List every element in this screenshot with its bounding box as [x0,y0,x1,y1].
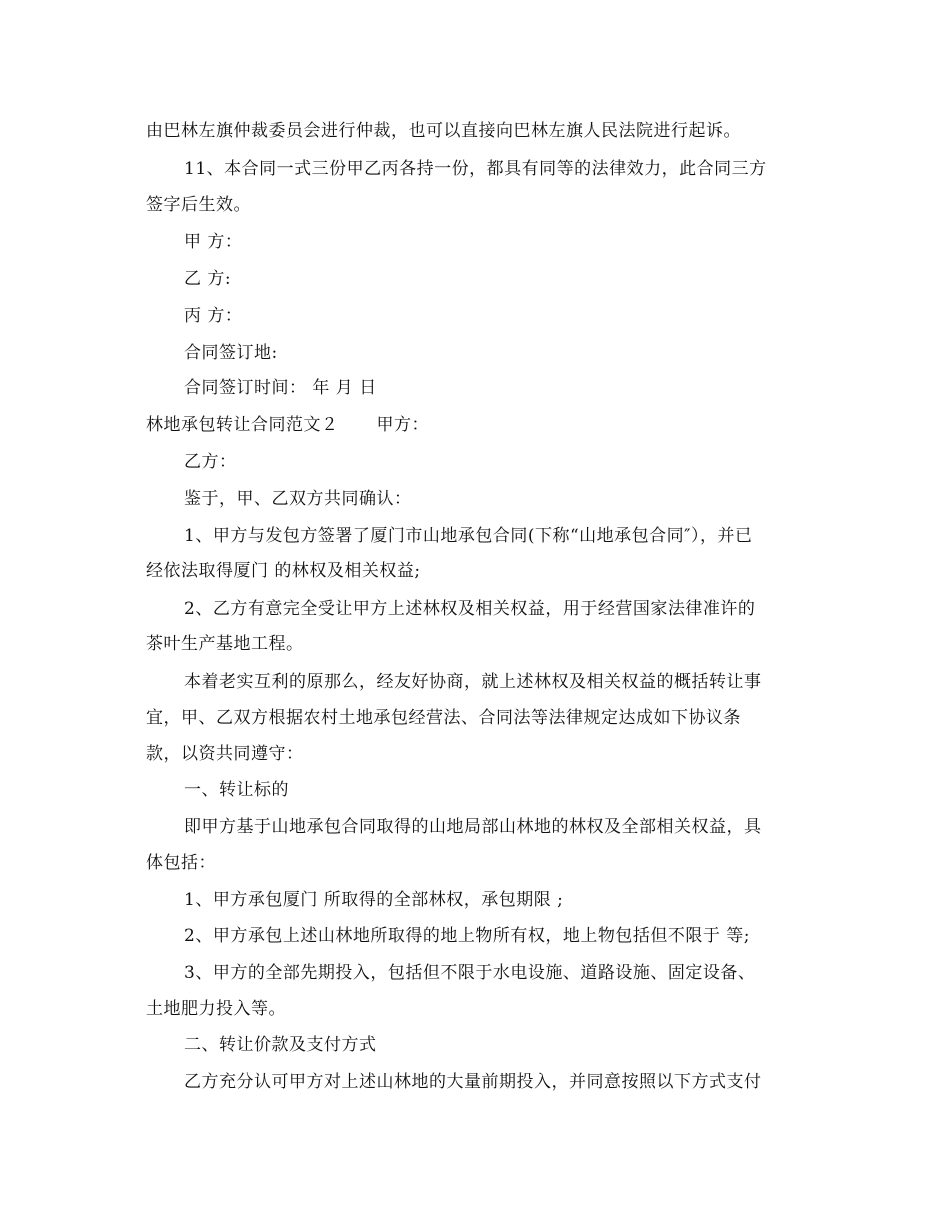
signing-place-label: 合同签订地: [184,343,278,363]
text-line: 鉴于，甲、乙双方共同确认： [184,489,412,509]
section-title: 二、转让价款及支付方式 [184,1035,377,1055]
text-line: 由巴林左旗仲裁委员会进行仲裁，也可以直接向巴林左旗人民法院进行起诉。 [146,121,741,141]
text-line: 茶叶生产基地工程。 [146,634,304,654]
signature-label-party-b: 乙 方: [184,269,232,289]
text-line: 2、乙方有意完全受让甲方上述林权及相关权益，用于经营国家法律准许的 [184,599,756,619]
text-line: 本着老实互利的原那么，经友好协商，就上述林权及相关权益的概括转让事 [184,672,762,692]
signing-date-label: 合同签订时间： 年 月 日 [184,378,377,398]
signature-label-party-c: 丙 方： [184,306,243,326]
heading-party: 甲方： [376,415,429,435]
list-item: 3、甲方的全部先期投入，包括但不限于水电设施、道路设施、固定设备、 [184,963,756,983]
text-line: 即甲方基于山地承包合同取得的山地局部山林地的林权及全部相关权益，具 [184,817,762,837]
text-line: 体包括： [146,853,216,873]
list-item: 2、甲方承包上述山林地所取得的地上物所有权，地上物包括但不限于 等; [184,926,750,946]
text-line: 款，以资共同遵守： [146,744,304,764]
text-line: 乙方充分认可甲方对上述山林地的大量前期投入，并同意按照以下方式支付 [184,1072,762,1092]
text-line: 土地肥力投入等。 [146,999,286,1019]
heading-title: 林地承包转让合同范文２ [146,415,339,435]
signature-label-party-a: 甲 方： [184,232,243,252]
section-title: 一、转让标的 [184,780,289,800]
text-line: 11、本合同一式三份甲乙丙各持一份，都具有同等的法律效力，此合同三方 [184,159,767,179]
party-b-label: 乙方： [184,452,237,472]
text-line: 经依法取得厦门 的林权及相关权益; [146,561,421,581]
text-line: 1、甲方与发包方签署了厦门市山地承包合同(下称“山地承包合同″），并已 [184,526,753,546]
section-heading [146,413,429,437]
text-line: 宜，甲、乙双方根据农村土地承包经营法、合同法等法律规定达成如下协议条 [146,708,741,728]
list-item: 1、甲方承包厦门 所取得的全部林权，承包期限 ; [184,890,564,910]
text-line: 签字后生效。 [146,195,251,215]
